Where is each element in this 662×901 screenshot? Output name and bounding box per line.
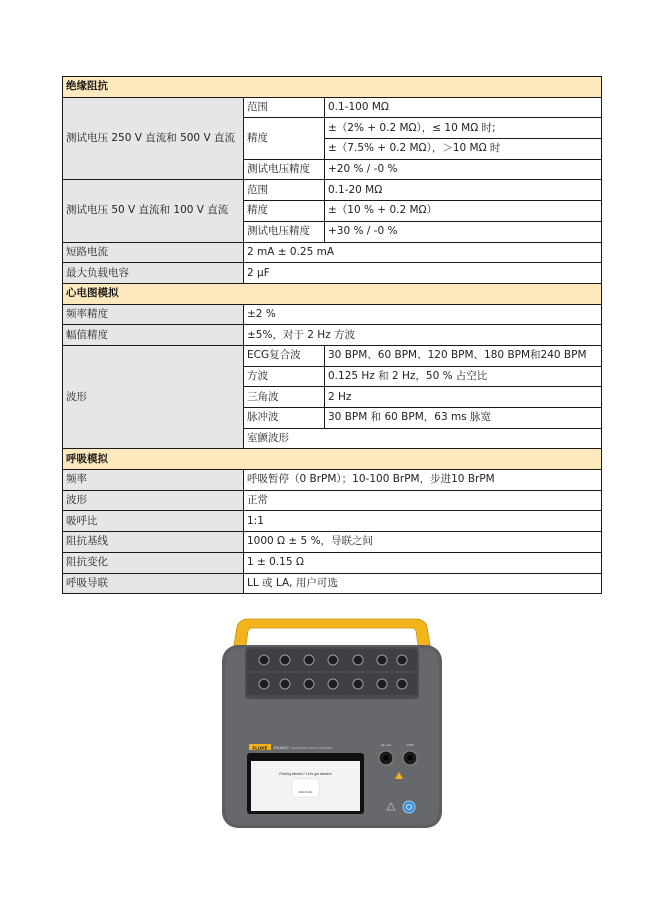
row-label: 最大负载电容 [63, 263, 244, 284]
table-row [63, 511, 602, 532]
model-subtitle: ELECTRICAL SAFETY ANALYZER [291, 747, 332, 750]
sub-label: 三角波 [244, 387, 325, 408]
value-cell: ±（10 % + 0.2 MΩ） [325, 201, 602, 222]
value-cell: 30 BPM 和 60 BPM，63 ms 脉宽 [325, 408, 602, 429]
row-label: 阻抗基线 [63, 532, 244, 553]
table-row [63, 552, 602, 573]
sub-label: 范围 [244, 180, 325, 201]
value-cell: +20 % / -0 % [325, 159, 602, 180]
sub-label: 范围 [244, 97, 325, 118]
power-button [403, 801, 415, 813]
sub-label: 脉冲波 [244, 408, 325, 429]
sub-label: 测试电压精度 [244, 159, 325, 180]
row-label: 频率精度 [63, 304, 244, 325]
value-cell: 0.125 Hz 和 2 Hz，50 % 占空比 [325, 366, 602, 387]
table-row [63, 573, 602, 594]
row-label: 短路电流 [63, 242, 244, 263]
value-cell: 1:1 [244, 511, 602, 532]
sub-label: 精度 [244, 201, 325, 222]
table-row [63, 490, 602, 511]
value-cell: ±2 % [244, 304, 602, 325]
value-cell: 2 µF [244, 263, 602, 284]
section-title: 心电图模拟 [63, 283, 602, 304]
table-row [63, 180, 602, 201]
screen-message: Feeling electric? Let's get started! [279, 772, 332, 776]
value-cell: ±5%，对于 2 Hz 方波 [244, 325, 602, 346]
row-label: 波形 [63, 490, 244, 511]
table-row [63, 325, 602, 346]
row-label: 吸呼比 [63, 511, 244, 532]
spec-table [62, 76, 602, 594]
section-title: 呼吸模拟 [63, 449, 602, 470]
value-cell: ±（2% + 0.2 MΩ），≤ 10 MΩ 时; [325, 118, 602, 139]
section-resp [63, 449, 602, 470]
value-cell: 0.1-20 MΩ [325, 180, 602, 201]
table-row [63, 304, 602, 325]
table-row [63, 97, 602, 118]
sub-label: 方波 [244, 366, 325, 387]
value-cell: 30 BPM、60 BPM、120 BPM、180 BPM和240 BPM [325, 345, 602, 366]
value-cell: 2 Hz [325, 387, 602, 408]
jack-label-left: μA / mA [380, 743, 392, 747]
sub-label: 精度 [244, 118, 325, 159]
model-text: ESA612 [274, 745, 289, 750]
table-row [63, 470, 602, 491]
table-row [63, 532, 602, 553]
value-cell: +30 % / -0 % [325, 221, 602, 242]
row-label: 幅值精度 [63, 325, 244, 346]
measure-button [292, 779, 319, 797]
row-label: 波形 [63, 345, 244, 448]
table-row [63, 242, 602, 263]
value-cell: 0.1-100 MΩ [325, 97, 602, 118]
row-label: 频率 [63, 470, 244, 491]
row-label: 测试电压 50 V 直流和 100 V 直流 [63, 180, 244, 242]
device-photo [219, 617, 445, 831]
sub-label: 测试电压精度 [244, 221, 325, 242]
brand-text: FLUKE [252, 745, 268, 751]
row-label: 测试电压 250 V 直流和 500 V 直流 [63, 97, 244, 180]
value-cell: 2 mA ± 0.25 mA [244, 242, 602, 263]
section-title: 绝缘阻抗 [63, 77, 602, 98]
value-cell: 1 ± 0.15 Ω [244, 552, 602, 573]
section-ecg [63, 283, 602, 304]
sub-label: 室颤波形 [244, 428, 602, 449]
table-row [63, 263, 602, 284]
sub-label: ECG复合波 [244, 345, 325, 366]
row-label: 阻抗变化 [63, 552, 244, 573]
jack-label-right: COM [406, 743, 414, 747]
value-cell: 正常 [244, 490, 602, 511]
value-cell: LL 或 LA, 用户可选 [244, 573, 602, 594]
value-cell: 1000 Ω ± 5 %，导联之间 [244, 532, 602, 553]
section-insulation [63, 77, 602, 98]
value-cell: 呼吸暂停（0 BrPM）；10-100 BrPM，步进10 BrPM [244, 470, 602, 491]
table-row [63, 345, 602, 366]
value-cell: ±（7.5% + 0.2 MΩ），＞10 MΩ 时 [325, 139, 602, 160]
row-label: 呼吸导联 [63, 573, 244, 594]
measure-label: MEASURE [298, 790, 313, 794]
